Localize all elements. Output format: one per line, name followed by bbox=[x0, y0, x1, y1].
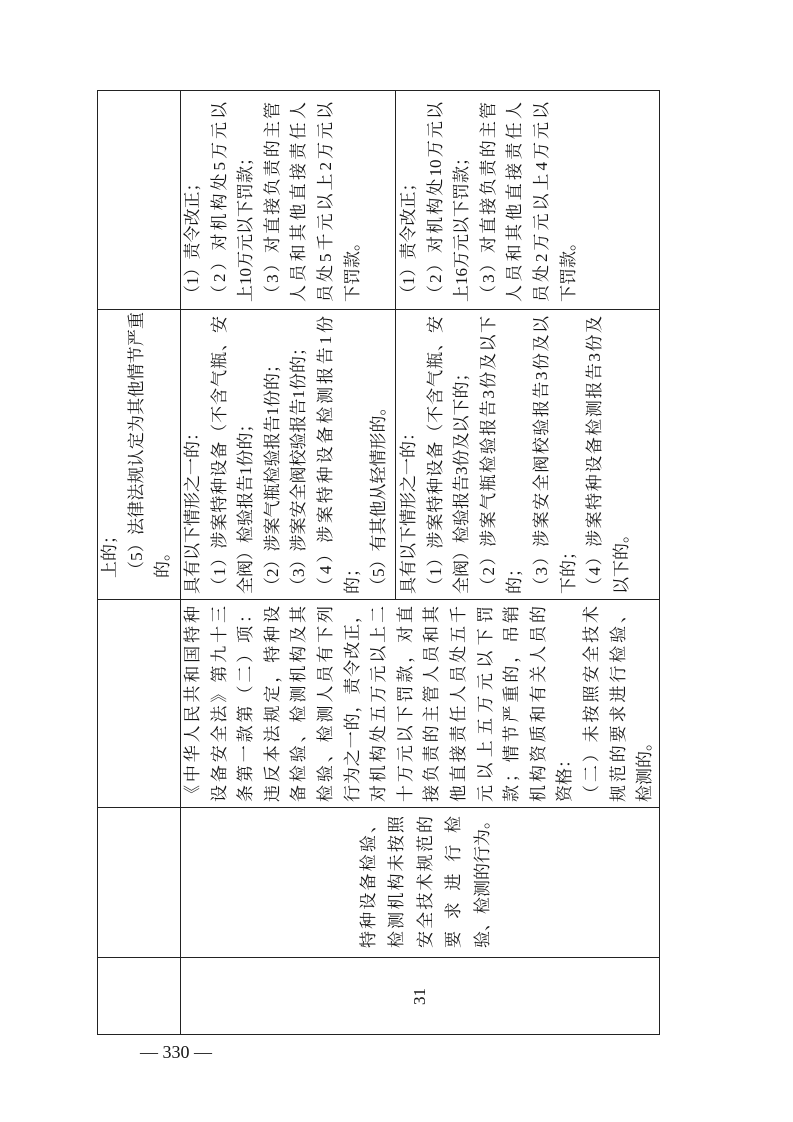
situation-paragraph bbox=[286, 316, 313, 594]
violation-paragraph bbox=[355, 812, 498, 948]
text-line: 接负责的主管人员和其 bbox=[422, 606, 442, 802]
penalty-paragraph bbox=[423, 102, 476, 302]
situation-paragraph bbox=[529, 316, 582, 594]
situation-paragraph bbox=[366, 316, 393, 594]
penalty-paragraph bbox=[207, 102, 260, 302]
text-line: 要求进行检 bbox=[444, 816, 464, 948]
text-line: 十万元以下罚款，对直 bbox=[395, 606, 415, 802]
text-line: 备检验、检测机构及其 bbox=[289, 606, 309, 802]
text-line: （5）法律法规认定为其他情节严重 bbox=[126, 312, 146, 578]
sequence-cell bbox=[180, 958, 660, 1035]
situation-paragraph bbox=[313, 316, 366, 594]
text-line: 上10万元以下罚款； bbox=[236, 149, 256, 302]
text-line: 特种设备检验、 bbox=[358, 816, 378, 948]
legal-basis-paragraph bbox=[579, 606, 659, 802]
situation-paragraph bbox=[180, 316, 207, 594]
text-line: 全阀）检验报告3份及以下的； bbox=[452, 364, 472, 594]
text-line: 规范的要求进行检验、 bbox=[608, 606, 628, 802]
legal-basis-paragraph bbox=[180, 606, 579, 802]
text-line: 全阀）检验报告1份的； bbox=[236, 415, 256, 594]
text-line: （1）责令改正； bbox=[399, 174, 418, 302]
penalty-paragraph bbox=[476, 102, 582, 302]
text-line: （3）涉案安全阀校验报告1份的； bbox=[289, 339, 309, 594]
text-line: 员处2万元以上4万元以 bbox=[531, 102, 551, 302]
situation-paragraph bbox=[124, 312, 177, 578]
text-line: 以下的。 bbox=[611, 526, 631, 594]
text-line: （4）涉案特种设备检测报告3份及 bbox=[585, 316, 605, 594]
text-line: 对机构处五万元以上二 bbox=[369, 606, 389, 802]
text-line: 下罚款。 bbox=[558, 234, 578, 302]
text-line: （2）对机构处5万元以 bbox=[209, 102, 229, 302]
text-line: （1）涉案特种设备（不含气瓶、安 bbox=[425, 316, 445, 594]
sequence-number: 31 bbox=[409, 988, 429, 1005]
text-line: 上16万元以下罚款； bbox=[452, 149, 472, 302]
situation-paragraph bbox=[97, 312, 124, 578]
text-line: 员处5千元以上2万元以 bbox=[315, 102, 335, 302]
text-line: 安全技术规范的 bbox=[415, 816, 435, 948]
text-line: （3）涉案安全阀校验报告3份及以 bbox=[531, 316, 551, 594]
text-line: （3）对直接负责的主管 bbox=[262, 102, 282, 302]
text-line: 款；情节严重的，吊销 bbox=[502, 606, 522, 802]
text-line: 条第一款第（二）项： bbox=[236, 606, 256, 802]
text-line: 人员和其他直接责任人 bbox=[289, 102, 309, 302]
text-line: （1）涉案特种设备（不含气瓶、安 bbox=[209, 316, 229, 594]
continued-situation-cell bbox=[97, 310, 180, 600]
situation-paragraph bbox=[423, 316, 476, 594]
text-line: 验、检测的行为。 bbox=[472, 812, 492, 948]
text-line: （5）有其他从轻情形的。 bbox=[369, 398, 389, 594]
text-line: 元以上五万元以下罚 bbox=[475, 606, 495, 802]
situation-paragraph bbox=[476, 316, 529, 594]
tier1-situation-cell bbox=[180, 310, 395, 600]
text-line: 下的； bbox=[558, 543, 578, 594]
text-line: （2）涉案气瓶检验报告1份的； bbox=[262, 356, 282, 594]
situation-paragraph bbox=[260, 316, 287, 594]
rotated-penalty-table bbox=[97, 90, 660, 1035]
tier1-penalty-cell bbox=[180, 90, 395, 310]
text-line: 行为之一的，责令改正， bbox=[342, 606, 362, 802]
penalty-paragraph bbox=[260, 102, 366, 302]
text-line: （3）对直接负责的主管 bbox=[478, 102, 498, 302]
text-line: 具有以下情形之一的： bbox=[183, 424, 202, 594]
penalty-paragraph bbox=[180, 102, 207, 302]
text-line: 检验、检测人员有下列 bbox=[315, 606, 335, 802]
text-line: 《中华人民共和国特种 bbox=[183, 606, 202, 802]
violation-cell bbox=[180, 808, 660, 958]
text-line: 检测的。 bbox=[635, 734, 655, 802]
text-line: 的； bbox=[342, 560, 362, 594]
text-line: 他直接责任人员处五千 bbox=[448, 606, 468, 802]
situation-paragraph bbox=[582, 316, 635, 594]
text-line: （4）涉案特种设备检测报告1份 bbox=[315, 316, 335, 594]
text-line: 下罚款。 bbox=[342, 234, 362, 302]
text-line: （1）责令改正； bbox=[183, 174, 202, 302]
tier2-situation-cell bbox=[395, 310, 660, 600]
text-line: 的。 bbox=[153, 544, 173, 578]
situation-paragraph bbox=[207, 316, 260, 594]
text-line: 具有以下情形之一的： bbox=[399, 424, 418, 594]
text-line: 上的； bbox=[100, 527, 119, 578]
text-line: 检测机构未按照 bbox=[387, 816, 407, 948]
tier2-penalty-cell bbox=[395, 90, 660, 310]
text-line: 人员和其他直接责任人 bbox=[505, 102, 525, 302]
penalty-paragraph bbox=[396, 102, 423, 302]
text-line: （2）涉案气瓶检验报告3份及以下 bbox=[478, 316, 498, 594]
text-line: 违反本法规定，特种设 bbox=[262, 606, 282, 802]
legal-basis-cell bbox=[180, 600, 660, 808]
page-number: — 330 — bbox=[140, 1042, 212, 1062]
text-line: 机构资质和有关人员的 bbox=[528, 606, 548, 802]
text-line: （二）未按照安全技术 bbox=[581, 606, 601, 802]
text-line: （2）对机构处10万元以 bbox=[425, 102, 445, 302]
text-line: 的； bbox=[505, 560, 525, 594]
text-line: 设备安全法》第九十三 bbox=[209, 606, 229, 802]
text-line: 资格： bbox=[555, 751, 575, 802]
situation-paragraph bbox=[396, 316, 423, 594]
